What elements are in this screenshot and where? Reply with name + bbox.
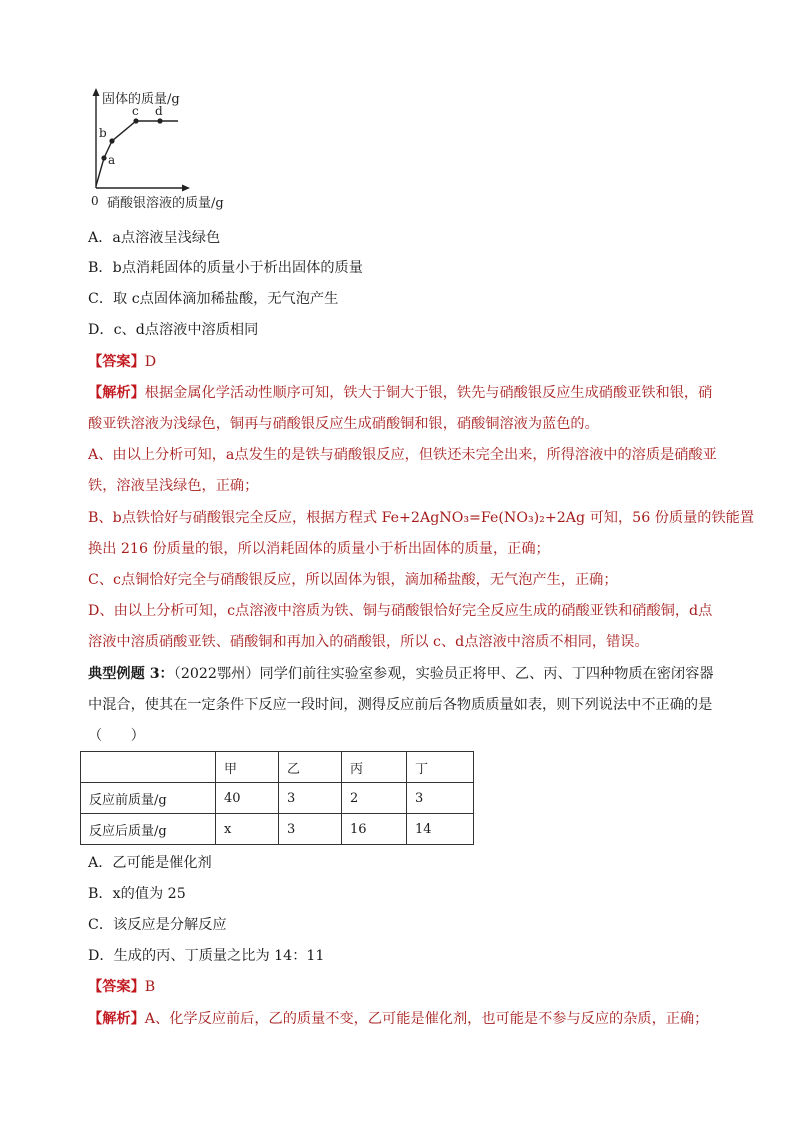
analysis-tag: 【解析】 [88, 1011, 145, 1027]
answer-tag: 【答案】 [88, 979, 145, 995]
q3-stem-line-1 [88, 664, 714, 684]
q2-analysis-line-7: C、c点铜恰好完全与硝酸银反应，所以固体为银，滴加稀盐酸，无气泡产生，正确； [88, 572, 618, 588]
label-b: b [99, 126, 107, 140]
y-axis-label: 固体的质量/g [102, 92, 180, 107]
label-d: d [155, 104, 163, 118]
q2-answer [88, 352, 156, 372]
table-header-cell: 甲 [216, 752, 279, 783]
table-cell: 14 [407, 814, 474, 845]
q3-stem-line-3: （ ） [88, 728, 145, 744]
q2-analysis-line-3: A、由以上分析可知，a点发生的是铁与硝酸银反应，但铁还未完全出来，所得溶液中的溶质是硝酸亚 [88, 447, 717, 463]
table-row [81, 814, 474, 845]
point-b [109, 138, 114, 143]
x-axis-arrow [182, 185, 190, 192]
q2-option-c: C．取 c点固体滴加稀盐酸，无气泡产生 [88, 291, 339, 307]
q2-option-d: D．c、d点溶液中溶质相同 [88, 322, 259, 338]
table-cell: 反应前质量/g [81, 783, 216, 814]
table-cell: 40 [216, 783, 279, 814]
label-c: c [132, 104, 139, 118]
q3-option-c: C．该反应是分解反应 [88, 917, 227, 933]
table-cell: 16 [342, 814, 407, 845]
analysis-text: 根据金属化学活动性顺序可知，铁大于铜大于银，铁先与硝酸银反应生成硝酸亚铁和银，硝 [144, 385, 713, 401]
q3-title: 典型例题 3： [88, 666, 174, 682]
analysis-tag: 【解析】 [88, 385, 145, 401]
table-cell: 3 [279, 814, 342, 845]
table-header-cell: 丙 [342, 752, 407, 783]
table-header-row [81, 752, 474, 783]
table-header-cell: 乙 [279, 752, 342, 783]
q3-answer [88, 977, 155, 997]
chart-svg [80, 84, 260, 214]
table-cell: 2 [342, 783, 407, 814]
label-a: a [108, 153, 116, 167]
q3-option-b: B．x的值为 25 [88, 886, 186, 902]
q2-option-a: A．a点溶液呈浅绿色 [88, 230, 221, 246]
q3-stem-line-2: 中混合，使其在一定条件下反应一段时间，测得反应前后各物质质量如表，则下列说法中不正确的是 [88, 697, 713, 713]
q2-analysis-line-2: 酸亚铁溶液为浅绿色，铜再与硝酸银反应生成硝酸铜和银，硝酸铜溶液为蓝色的。 [88, 416, 599, 432]
q2-analysis-line-4: 铁，溶液呈浅绿色，正确； [88, 478, 259, 494]
q2-option-b: B．b点消耗固体的质量小于析出固体的质量 [88, 260, 363, 276]
table-cell: 3 [279, 783, 342, 814]
point-c [133, 118, 138, 123]
q2-analysis-line-8: D、由以上分析可知，c点溶液中溶质为铁、铜与硝酸银恰好完全反应生成的硝酸亚铁和硝酸铜，d点 [88, 603, 713, 619]
q2-analysis-line-6: 换出 216 份质量的银，所以消耗固体的质量小于析出固体的质量，正确； [88, 541, 550, 557]
point-a [101, 155, 106, 160]
table-header-cell [81, 752, 216, 783]
q2-analysis-line-5: B、b点铁恰好与硝酸银完全反应，根据方程式 Fe+2AgNO₃=Fe(NO₃)₂+2Ag 可知，56 份质量的铁能置 [88, 510, 755, 526]
q2-analysis-line-9: 溶液中溶质硝酸亚铁、硝酸铜和再加入的硝酸银，所以 c、d点溶液中溶质不相同，错误。 [88, 634, 649, 650]
table-cell: 3 [407, 783, 474, 814]
answer-value: B [144, 979, 156, 995]
answer-tag: 【答案】 [88, 354, 145, 370]
answer-value: D [144, 354, 157, 370]
q2-analysis-line-1 [88, 383, 712, 403]
table-header-cell: 丁 [407, 752, 474, 783]
x-axis-label: 硝酸银溶液的质量/g [107, 196, 224, 211]
analysis-text: A、化学反应前后，乙的质量不变，乙可能是催化剂，也可能是不参与反应的杂质，正确； [144, 1011, 709, 1027]
q3-option-a: A．乙可能是催化剂 [88, 855, 212, 871]
point-d [157, 118, 162, 123]
q3-stem-text: （2022鄂州）同学们前往实验室参观，实验员正将甲、乙、丙、丁四种物质在密闭容器 [173, 666, 714, 682]
origin-label: 0 [91, 194, 99, 208]
q3-analysis-line-1 [88, 1009, 708, 1029]
q3-option-d: D．生成的丙、丁质量之比为 14：11 [88, 948, 325, 964]
table-row [81, 783, 474, 814]
mass-table [80, 751, 474, 845]
reaction-chart [80, 84, 260, 214]
table-cell: x [216, 814, 279, 845]
table-cell: 反应后质量/g [81, 814, 216, 845]
y-axis-arrow [93, 88, 100, 96]
